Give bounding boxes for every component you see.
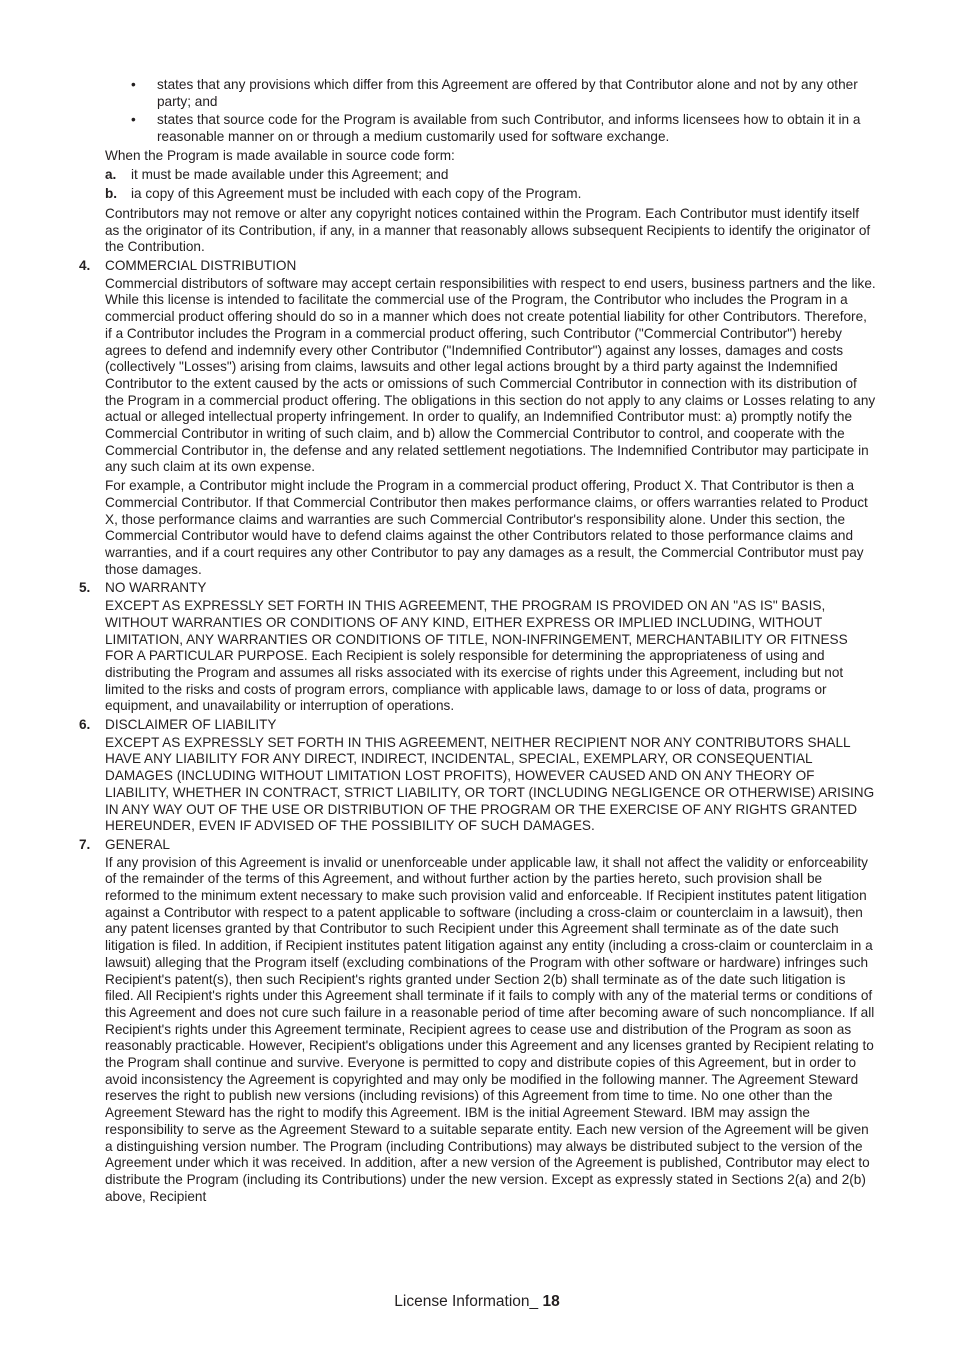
list-marker: a. [105, 166, 117, 182]
list-text: it must be made available under this Agreement; and [131, 166, 449, 182]
section-heading [79, 717, 877, 734]
section-heading [79, 836, 877, 854]
section-paragraph: EXCEPT AS EXPRESSLY SET FORTH IN THIS AGREEMENT, NEITHER RECIPIENT NOR ANY CONTRIBUTORS SHALL HAVE ANY LIABILITY FOR ANY DIRECT, INDIRECT, INCIDENTAL, SPECIAL, EXEMPLARY, OR CONSEQUENTIAL DAMAGES (INCLUDING WITHOUT LIMITATION LOST PROFITS), HOWEVER CAUSED AND ON ANY THEORY OF LIABILITY, WHETHER IN CONTRACT, STRICT LIABILITY, OR TORT (INCLUDING NEGLIGENCE OR OTHERWISE) ARISING IN ANY WAY OUT OF THE USE OR DISTRIBUTION OF THE PROGRAM OR THE EXERCISE OF ANY RIGHTS GRANTED HEREUNDER, EVEN IF ADVISED OF THE POSSIBILITY OF SUCH DAMAGES. [105, 734, 875, 834]
bullet-icon: • [131, 77, 136, 92]
list-item [105, 77, 877, 110]
source-intro-text: When the Program is made available in source code form: [105, 147, 455, 163]
list-item [105, 167, 877, 184]
list-text: ia copy of this Agreement must be included with each copy of the Program. [131, 186, 582, 202]
footer-label: License Information_ [394, 1293, 539, 1310]
section-heading [79, 258, 877, 275]
section-paragraph: If any provision of this Agreement is invalid or unenforceable under applicable law, it shall not affect the validity or enforceability of the remainder of the terms of this Agreement, and without further action by the parties hereto, such provision shall be reformed to the minimum extent necessary to make such provision valid and enforceable. If Recipient institutes patent litigation against a Contributor with respect to a patent applicable to software (including a cross-claim or counterclaim in a lawsuit), then any patent licenses granted by that Contributor to such Recipient under this Agreement shall terminate as of the date such litigation is filed. In addition, if Recipient institutes patent litigation against any entity (including a cross-claim or counterclaim in a lawsuit) alleging that the Program itself (excluding combinations of the Program with other software or hardware) infringes such Recipient's patent(s), then such Recipient's rights granted under Section 2(b) shall terminate as of the date such litigation is filed. All Recipient's rights under this Agreement shall terminate if it fails to comply with any of the material terms or conditions of this Agreement and does not cure such failure in a reasonable period of time after becoming aware of such noncompliance. If all Recipient's rights under this Agreement terminate, Recipient agrees to cease use and distribution of the Program as soon as reasonably practicable. However, Recipient's obligations under this Agreement and any licenses granted by Recipient relating to the Program shall continue and survive. Everyone is permitted to copy and distribute copies of this Agreement, but in order to avoid inconsistency the Agreement is copyrighted and may only be modified in the following manner. The Agreement Steward reserves the right to publish new versions (including revisions) of this Agreement from time to time. No one other than the Agreement Steward has the right to modify this Agreement. IBM is the initial Agreement Steward. IBM may assign the responsibility to serve as the Agreement Steward to a suitable separate entity. Each new version of the Agreement will be given a distinguishing version number. The Program (including Contributions) may always be distributed subject to the version of the Agreement under which it was received. In addition, after a new version of the Agreement is published, Contributor may elect to distribute the Program (including its Contributions) under the new version. Except as expressly stated in Sections 2(a) and 2(b) above, Recipient [105, 854, 875, 1204]
bullet-text: states that source code for the Program is available from such Contributor, and informs licensees how to obtain it in a reasonable manner on or through a medium customarily used for software exchange. [157, 112, 861, 145]
section-heading [79, 580, 877, 597]
list-item [105, 186, 877, 203]
page-footer [0, 1293, 954, 1311]
section-title: NO WARRANTY [105, 580, 207, 596]
section-number: 5. [79, 580, 91, 596]
notice-paragraph: Contributors may not remove or alter any copyright notices contained within the Program. Each Contributor must identify itself as the originator of its Contribution, if any, in a manner that reasonably allows subsequent Recipients to identify the originator of the Contribution. [105, 205, 871, 255]
lettered-list [105, 167, 877, 203]
section-paragraph: Commercial distributors of software may accept certain responsibilities with respect to end users, business partners and the like. While this license is intended to facilitate the commercial use of the Program, the Contributor who includes the Program in a commercial product offering should do so in a manner which does not create potential liability for other Contributors. Therefore, if a Contributor includes the Program in a commercial product offering, such Contributor ("Commercial Contributor") hereby agrees to defend and indemnify every other Contributor ("Indemnified Contributor") against any losses, damages and costs (collectively "Losses") arising from claims, lawsuits and other legal actions brought by a third party against the Indemnified Contributor to the extent caused by the acts or omissions of such Commercial Contributor in connection with its distribution of the Program in a commercial product offering. The obligations in this section do not apply to any claims or Losses relating to any actual or alleged intellectual property infringement. In order to qualify, an Indemnified Contributor must: a) promptly notify the Commercial Contributor in writing of such claim, and b) allow the Commercial Contributor to control, and cooperate with the Commercial Contributor in, the defense and any related settlement negotiations. The Indemnified Contributor may participate in any such claim at its own expense. [105, 275, 876, 475]
section-paragraph: EXCEPT AS EXPRESSLY SET FORTH IN THIS AGREEMENT, THE PROGRAM IS PROVIDED ON AN "AS IS" BASIS, WITHOUT WARRANTIES OR CONDITIONS OF ANY KIND, EITHER EXPRESS OR IMPLIED INCLUDING, WITHOUT LIMITATION, ANY WARRANTIES OR CONDITIONS OF TITLE, NON-INFRINGEMENT, MERCHANTABILITY OR FITNESS FOR A PARTICULAR PURPOSE. Each Recipient is solely responsible for determining the appropriateness of using and distributing the Program and assumes all risks associated with its exercise of rights under this Agreement, including but not limited to the risks and costs of program errors, compliance with applicable laws, damage to or loss of data, programs or equipment, and unavailability or interruption of operations. [105, 598, 848, 714]
list-marker: b. [105, 186, 118, 202]
section-title: GENERAL [105, 836, 170, 852]
section-number: 6. [79, 717, 91, 733]
bullet-icon: • [131, 112, 136, 128]
document-body [79, 77, 877, 1207]
page-number: 18 [542, 1293, 560, 1310]
section-title: COMMERCIAL DISTRIBUTION [105, 258, 297, 274]
section-number: 7. [79, 836, 91, 852]
list-item [105, 112, 877, 145]
section-number: 4. [79, 258, 91, 274]
section-title: DISCLAIMER OF LIABILITY [105, 717, 277, 733]
bullet-text: states that any provisions which differ from this Agreement are offered by that Contributor alone and not by any other party; and [157, 77, 858, 109]
bullet-list [105, 77, 877, 146]
section-paragraph: For example, a Contributor might include the Program in a commercial product offering, Product X. That Contributor is then a Commercial Contributor. If that Commercial Contributor then makes performance claims, or offers warranties related to Product X, those performance claims and warranties are such Commercial Contributor's responsibility alone. Under this section, the Commercial Contributor would have to defend claims against the other Contributors related to those performance claims and warranties, and if a court requires any other Contributor to pay any damages as a result, the Commercial Contributor must pay those damages. [105, 478, 868, 577]
